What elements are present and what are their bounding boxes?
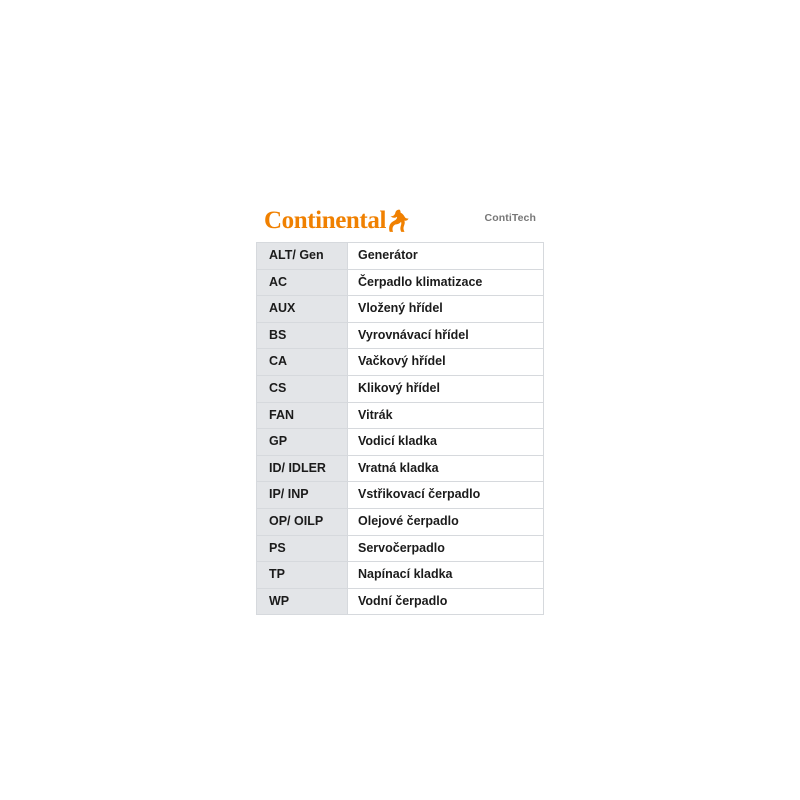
legend-code: BS [257, 322, 348, 349]
abbreviation-legend-table [256, 242, 544, 615]
legend-description: Generátor [348, 243, 544, 270]
legend-description: Olejové čerpadlo [348, 508, 544, 535]
legend-code: AUX [257, 296, 348, 323]
legend-code: GP [257, 429, 348, 456]
legend-code: AC [257, 269, 348, 296]
legend-description: Vratná kladka [348, 455, 544, 482]
brand-logo [264, 207, 410, 232]
table-row [257, 375, 544, 402]
table-row [257, 322, 544, 349]
legend-table-body [257, 243, 544, 615]
sub-brand-name: ContiTech [484, 212, 536, 224]
table-row [257, 429, 544, 456]
brand-name: Continental [264, 206, 387, 234]
legend-code: ID/ IDLER [257, 455, 348, 482]
table-row [257, 402, 544, 429]
legend-description: Napínací kladka [348, 562, 544, 589]
legend-code: CS [257, 375, 348, 402]
legend-code: IP/ INP [257, 482, 348, 509]
table-row [257, 349, 544, 376]
table-row [257, 269, 544, 296]
legend-description: Servočerpadlo [348, 535, 544, 562]
legend-description: Vačkový hřídel [348, 349, 544, 376]
legend-description: Vstřikovací čerpadlo [348, 482, 544, 509]
table-row [257, 455, 544, 482]
legend-description: Klikový hřídel [348, 375, 544, 402]
table-row [257, 562, 544, 589]
legend-description: Vodní čerpadlo [348, 588, 544, 615]
table-row [257, 482, 544, 509]
table-row [257, 296, 544, 323]
prancing-horse-icon [388, 209, 410, 233]
table-row [257, 508, 544, 535]
legend-code: OP/ OILP [257, 508, 348, 535]
legend-description: Vyrovnávací hřídel [348, 322, 544, 349]
table-row [257, 535, 544, 562]
legend-code: CA [257, 349, 348, 376]
legend-description: Vložený hřídel [348, 296, 544, 323]
brand-header [256, 196, 544, 242]
legend-card [256, 196, 544, 615]
legend-code: WP [257, 588, 348, 615]
legend-description: Čerpadlo klimatizace [348, 269, 544, 296]
legend-code: TP [257, 562, 348, 589]
table-row [257, 243, 544, 270]
legend-code: PS [257, 535, 348, 562]
legend-code: ALT/ Gen [257, 243, 348, 270]
table-row [257, 588, 544, 615]
legend-code: FAN [257, 402, 348, 429]
legend-description: Vodicí kladka [348, 429, 544, 456]
legend-description: Vitrák [348, 402, 544, 429]
